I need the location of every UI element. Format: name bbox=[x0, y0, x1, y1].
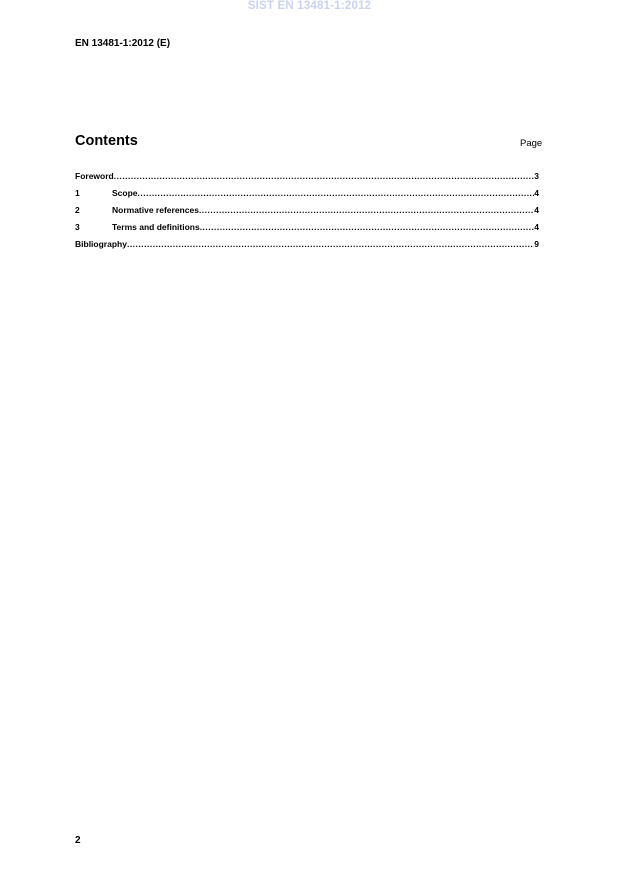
toc-entry-page: 4 bbox=[534, 222, 539, 232]
toc-entry-page: 3 bbox=[534, 171, 539, 181]
toc-entry-number: 2 bbox=[75, 205, 80, 215]
toc-dot-leader bbox=[127, 239, 534, 249]
toc-dot-leader bbox=[114, 171, 535, 181]
document-id: EN 13481-1:2012 (E) bbox=[75, 38, 171, 49]
page-number: 2 bbox=[75, 835, 81, 846]
toc-entry-title: Normative references bbox=[112, 205, 199, 215]
toc-entry-scope[interactable] bbox=[75, 188, 539, 205]
toc-dot-leader bbox=[200, 222, 535, 232]
toc-entry-title: Terms and definitions bbox=[112, 222, 200, 232]
toc-entry-page: 4 bbox=[534, 188, 539, 198]
watermark: SIST EN 13481-1:2012 bbox=[247, 0, 372, 12]
toc-entry-title: Foreword bbox=[75, 171, 114, 181]
page-column-label: Page bbox=[520, 138, 543, 149]
toc-entry-terms-and-definitions[interactable] bbox=[75, 222, 539, 239]
toc-entry-title: Scope bbox=[112, 188, 138, 198]
toc-entry-bibliography[interactable] bbox=[75, 239, 539, 256]
table-of-contents bbox=[75, 171, 539, 256]
contents-heading: Contents bbox=[75, 133, 138, 149]
toc-entry-number: 1 bbox=[75, 188, 80, 198]
toc-entry-number: 3 bbox=[75, 222, 80, 232]
toc-dot-leader bbox=[199, 205, 534, 215]
toc-entry-title: Bibliography bbox=[75, 239, 127, 249]
toc-dot-leader bbox=[138, 188, 535, 198]
toc-entry-page: 9 bbox=[534, 239, 539, 249]
toc-entry-foreword[interactable] bbox=[75, 171, 539, 188]
toc-entry-normative-references[interactable] bbox=[75, 205, 539, 222]
toc-entry-page: 4 bbox=[534, 205, 539, 215]
